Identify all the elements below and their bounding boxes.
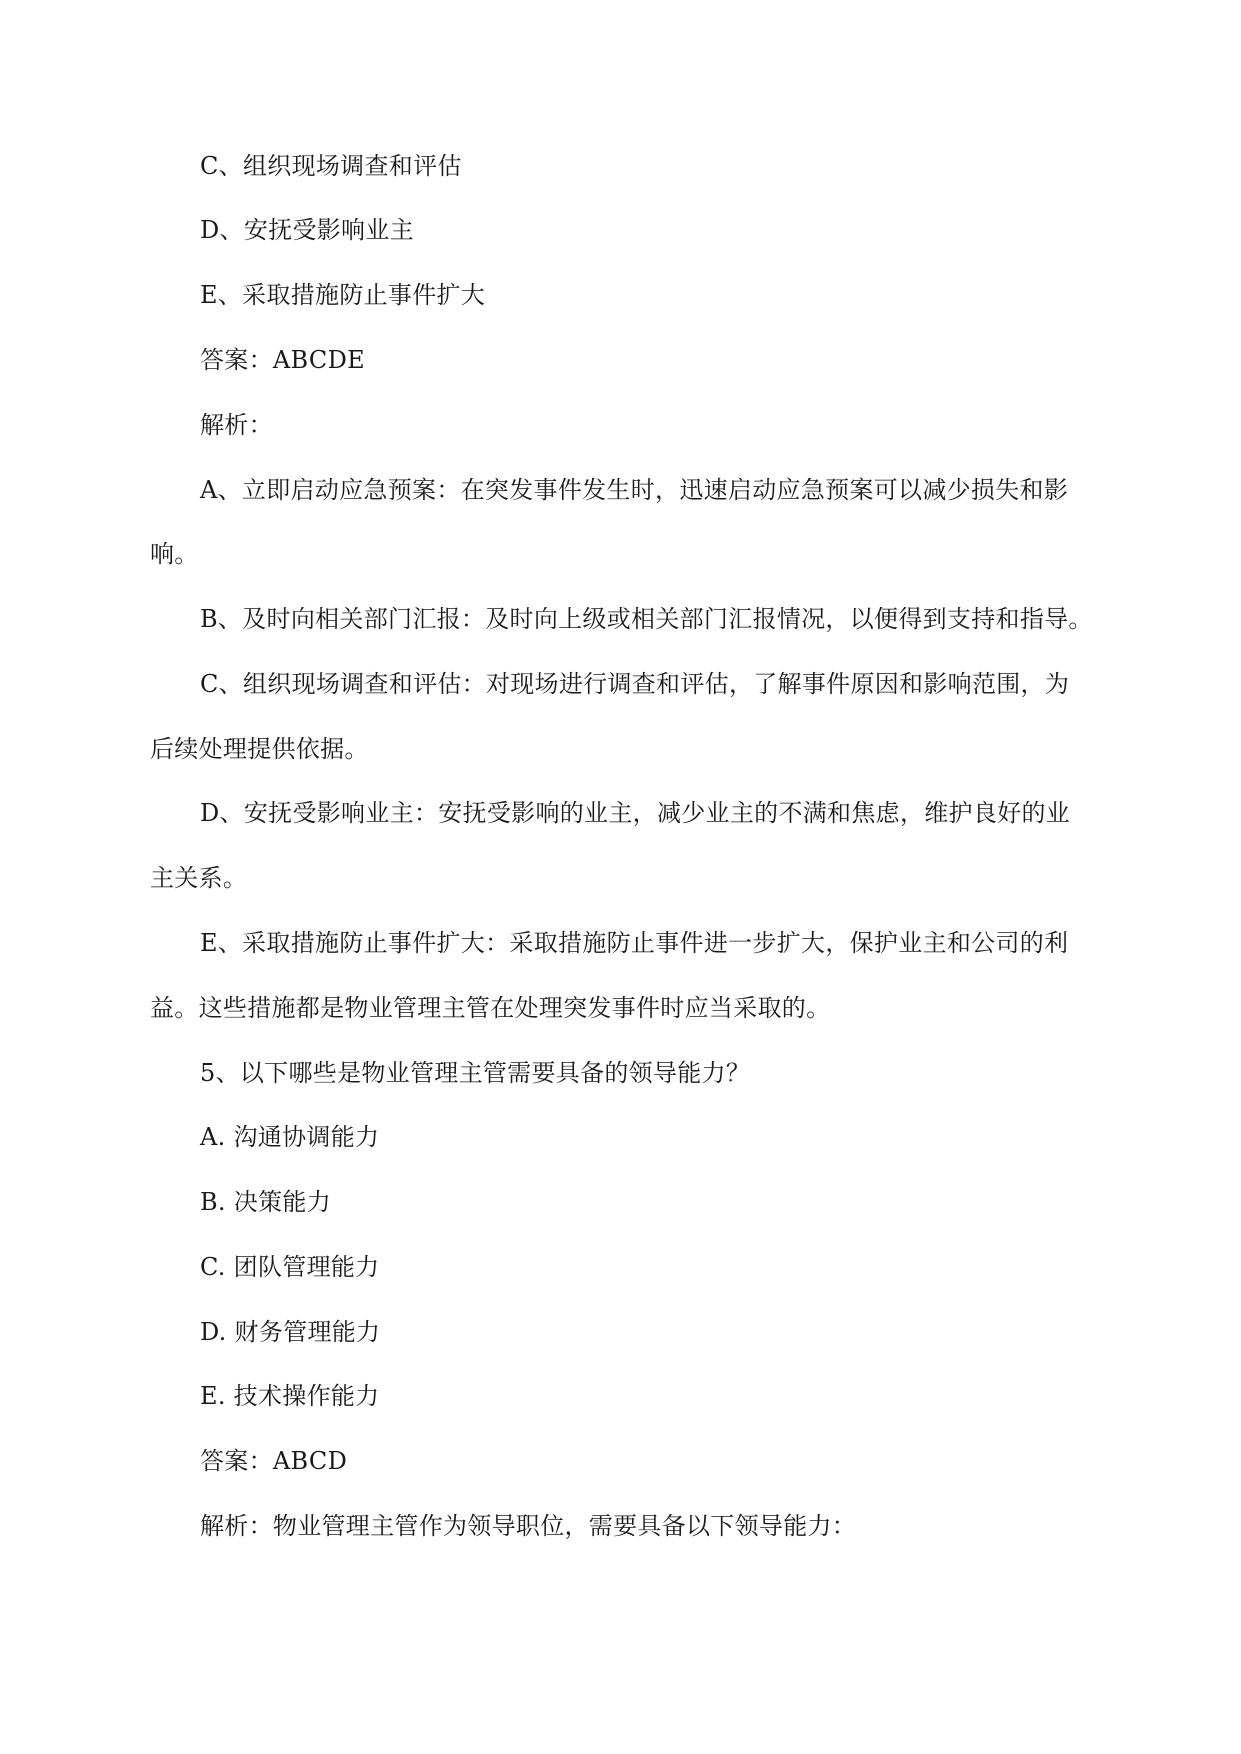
option-d-text: D、安抚受影响业主 [200, 216, 414, 244]
analysis-paragraph-b: B、及时向相关部门汇报：及时向上级或相关部门汇报情况，以便得到支持和指导。 [200, 605, 1093, 633]
analysis-paragraph-c-cont: 后续处理提供依据。 [150, 735, 369, 763]
q5-option-c: C. 团队管理能力 [200, 1253, 380, 1281]
option-c-text: C、组织现场调查和评估 [200, 152, 462, 180]
q5-option-a: A. 沟通协调能力 [200, 1123, 380, 1151]
answer-line: 答案：ABCDE [200, 346, 365, 374]
q5-analysis-line: 解析：物业管理主管作为领导职位，需要具备以下领导能力： [200, 1512, 857, 1540]
option-e-text: E、采取措施防止事件扩大 [200, 281, 486, 309]
analysis-heading: 解析： [200, 411, 273, 439]
analysis-paragraph-e-cont: 益。这些措施都是物业管理主管在处理突发事件时应当采取的。 [150, 994, 831, 1022]
analysis-paragraph-d: D、安抚受影响业主：安抚受影响的业主，减少业主的不满和焦虑，维护良好的业 [200, 799, 1071, 827]
q5-answer-line: 答案：ABCD [200, 1447, 348, 1475]
analysis-paragraph-e: E、采取措施防止事件扩大：采取措施防止事件进一步扩大，保护业主和公司的利 [200, 929, 1069, 957]
analysis-paragraph-a-cont: 响。 [150, 540, 199, 568]
analysis-paragraph-a: A、立即启动应急预案：在突发事件发生时，迅速启动应急预案可以减少损失和影 [200, 476, 1069, 504]
question-5: 5、以下哪些是物业管理主管需要具备的领导能力？ [200, 1059, 751, 1087]
q5-option-e: E. 技术操作能力 [200, 1382, 380, 1410]
q5-option-d: D. 财务管理能力 [200, 1318, 381, 1346]
analysis-paragraph-d-cont: 主关系。 [150, 864, 248, 892]
q5-option-b: B. 决策能力 [200, 1188, 331, 1216]
analysis-paragraph-c: C、组织现场调查和评估：对现场进行调查和评估，了解事件原因和影响范围，为 [200, 670, 1070, 698]
